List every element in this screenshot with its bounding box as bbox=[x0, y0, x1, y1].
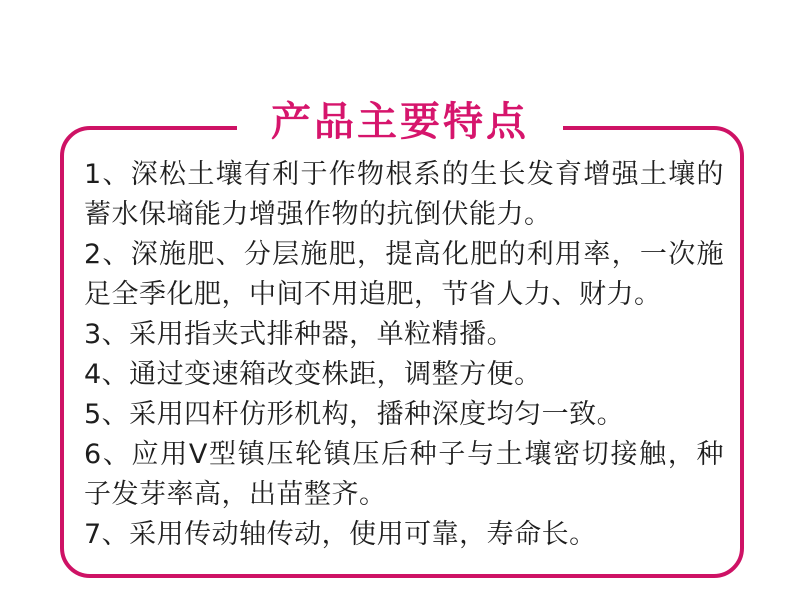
feature-item-4: 4、通过变速箱改变株距，调整方便。 bbox=[84, 359, 542, 390]
feature-item-6: 6、应用V型镇压轮镇压后种子与土壤密切接触，种子发芽率高，出苗整齐。 bbox=[84, 439, 724, 510]
feature-item-2: 2、深施肥、分层施肥，提高化肥的利用率，一次施足全季化肥，中间不用追肥，节省人力、财力。 bbox=[84, 239, 724, 310]
panel-title: 产品主要特点 bbox=[237, 96, 563, 148]
feature-item-3: 3、采用指夹式排种器，单粒精播。 bbox=[84, 319, 515, 350]
feature-item-1: 1、深松土壤有利于作物根系的生长发育增强土壤的蓄水保墒能力增强作物的抗倒伏能力。 bbox=[84, 159, 724, 230]
feature-list bbox=[84, 155, 724, 555]
feature-item-7: 7、采用传动轴传动，使用可靠，寿命长。 bbox=[84, 519, 597, 550]
feature-item-5: 5、采用四杆仿形机构，播种深度均匀一致。 bbox=[84, 399, 625, 430]
feature-panel bbox=[60, 126, 744, 578]
